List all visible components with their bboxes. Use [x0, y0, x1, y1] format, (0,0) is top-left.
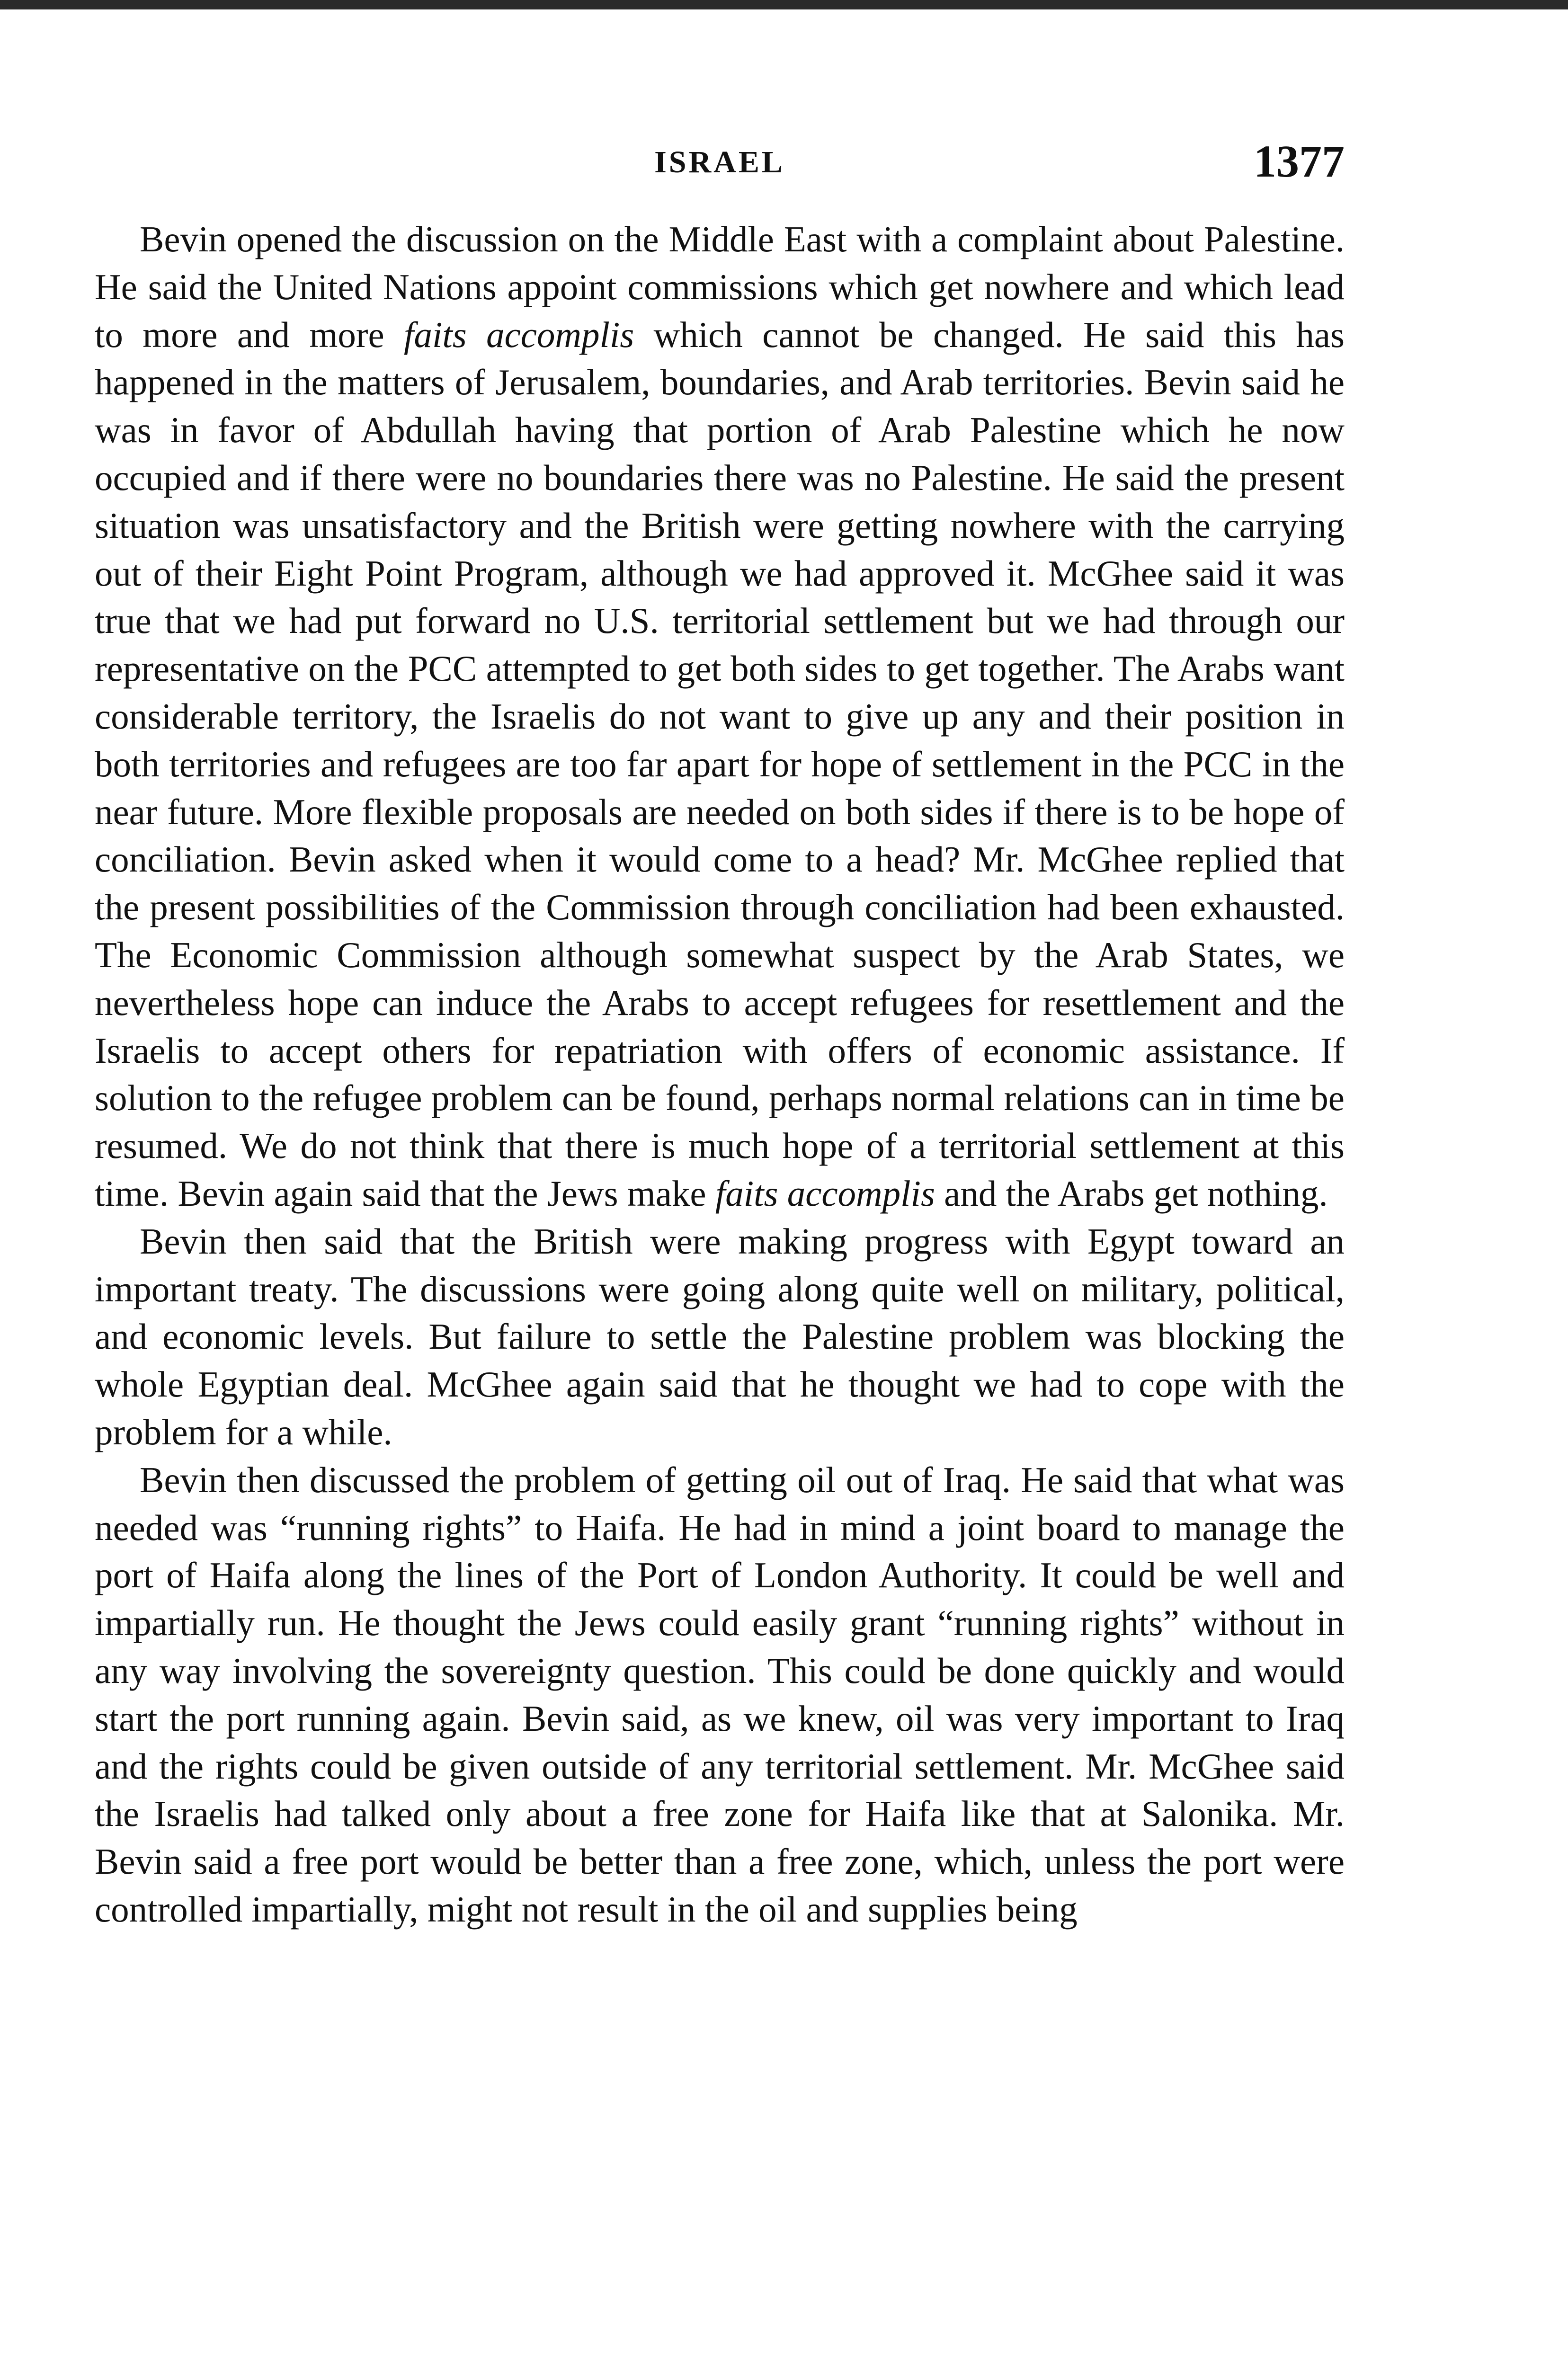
text-segment: Bevin then said that the British were making progress with Egypt toward an important treaty. The discussions were going along quite well on military, political, and economic levels. But failure to settle the Palestine problem was blocking the whole Egyptian deal. McGhee again said that he thought we had to cope with the problem for a while. [95, 1220, 1345, 1452]
paragraph-egypt [95, 1218, 1345, 1456]
running-head [95, 135, 1345, 196]
page-top-edge [0, 0, 1568, 9]
running-title: ISRAEL [654, 145, 785, 179]
text-segment: which cannot be changed. He said this has happened in the matters of Jerusalem, boundaries, and Arab territories. Bevin said he was in favor of Abdullah having that portion of Arab Palestine which he now occupied and if there were no boundaries there was no Palestine. He said the present situation was unsatisfactory and the British were getting nowhere with the carrying out of their Eight Point Program, although we had approved it. McGhee said it was true that we had put forward no U.S. territorial settlement but we had through our representative on the PCC attempted to get both sides to get together. The Arabs want considerable territory, the Israelis do not want to give up any and their position in both territories and refugees are too far apart for hope of settlement in the PCC in the near future. More flexible proposals are needed on both sides if there is to be hope of conciliation. Bevin asked when it would come to a head? Mr. McGhee replied that the present possibilities of the Commission through conciliation had been exhausted. The Economic Commission although somewhat suspect by the Arab States, we nevertheless hope can induce the Arabs to accept refugees for resettlement and the Israelis to accept others for repatriation with offers of economic assistance. If solution to the refugee problem can be found, perhaps normal relations can in time be resumed. We do not think that there is much hope of a territorial settlement at this time. Bevin again said that the Jews make [95, 314, 1345, 1214]
paragraph-iraq-oil [95, 1456, 1345, 1933]
text-segment: and the Arabs get nothing. [935, 1173, 1328, 1214]
text-segment: Bevin opened the discussion on the Middle East with a complaint about Palestine. He said the United Nations appoint commissions which get nowhere and which lead to more and more [95, 219, 1345, 355]
page-number: 1377 [1254, 136, 1345, 187]
paragraph-palestine [95, 215, 1345, 1218]
italic-phrase: faits accomplis [715, 1173, 935, 1214]
body-text [95, 215, 1345, 1933]
italic-phrase: faits accomplis [404, 314, 634, 355]
text-segment: Bevin then discussed the problem of getting oil out of Iraq. He said that what was needed was “running rights” to Haifa. He had in mind a joint board to manage the port of Haifa along the lines of the Port of London Authority. It could be well and impartially run. He thought the Jews could easily grant “running rights” without in any way involving the sovereignty question. This could be done quickly and would start the port running again. Bevin said, as we knew, oil was very important to Iraq and the rights could be given outside of any territorial settlement. Mr. McGhee said the Israelis had talked only about a free zone for Haifa like that at Salonika. Mr. Bevin said a free port would be better than a free zone, which, unless the port were controlled impartially, might not result in the oil and supplies being [95, 1459, 1345, 1930]
